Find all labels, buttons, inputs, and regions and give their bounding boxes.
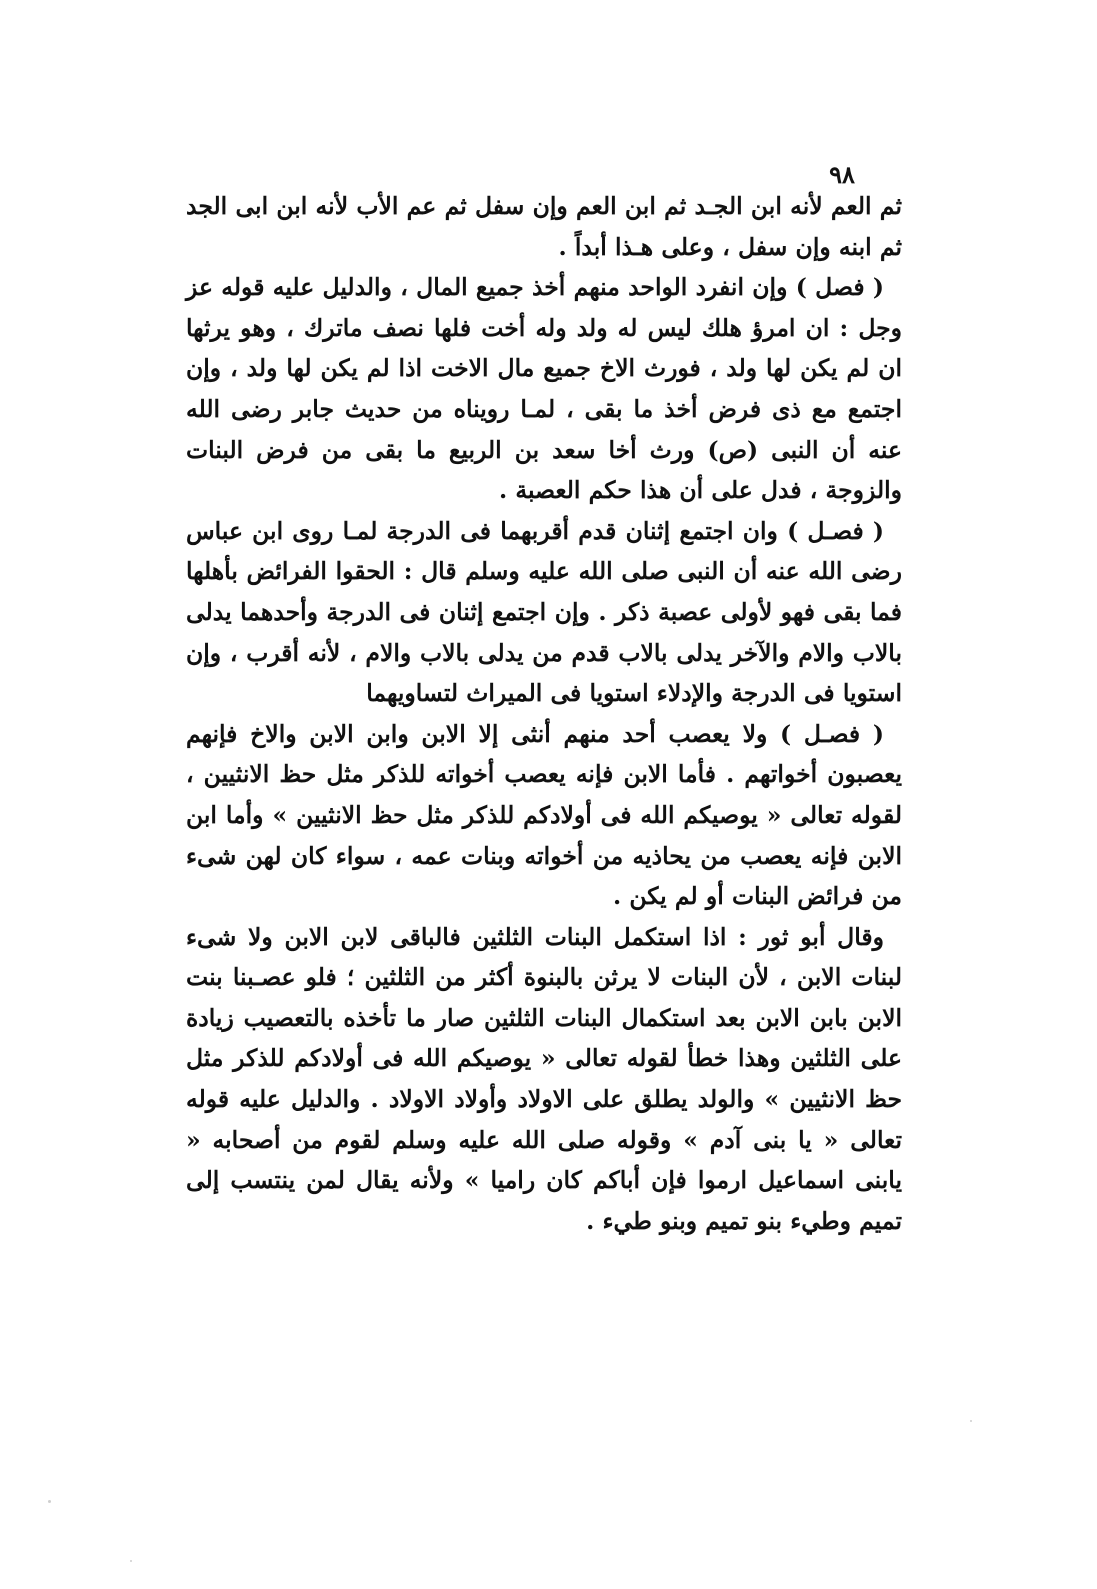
paragraph-intro [186,186,902,267]
paragraph-text: ولا يعصب أحد منهم أنثى إلا الابن وابن الابن والاخ فإنهم يعصبون أخواتهم . فأما الابن فإنه يعصب أخواته للذكر مثل حظ الانثيين ، لقوله تعالى « يوصيكم الله فى أولادكم للذكر مثل حظ الانثيين » وأما ابن الابن فإنه يعصب من يحاذيه من أخواته وبنات عمه ، سواء كان لهن شىء من فرائض البنات أو لم يكن . [186,719,902,911]
paragraph-section [186,714,902,917]
page-number: ٩٨ [829,160,855,189]
scan-speck [48,1500,51,1503]
paragraph-section [186,267,902,511]
paragraph-text: وقال أبو ثور : اذا استكمل البنات الثلثين فالباقى لابن الابن ولا شىء لبنات الابن ، لأن البنات لا يرثن بالبنوة أكثر من الثلثين ؛ فلو عصـبنا بنت الابن بابن الابن بعد استكمال البنات الثلثين صار ما تأخذه بالتعصيب زيادة على الثلثين وهذا خطأ لقوله تعالى « يوصيكم الله فى أولادكم للذكر مثل حظ الانثيين » والولد يطلق على الاولاد وأولاد الاولاد . والدليل عليه قوله تعالى « يا بنى آدم » وقوله صلى الله عليه وسلم لقوم من أصحابه « يابنى اسماعيل ارموا فإن أباكم كان راميا » ولأنه يقال لمن ينتسب إلى تميم وطيء بنو تميم وبنو طيء . [186,922,902,1235]
paragraph-text: ثم العم لأنه ابن الجـد ثم ابن العم وإن سفل ثم عم الأب لأنه ابن ابى الجد ثم ابنه وإن سفل ، وعلى هـذا أبداً . [186,192,902,261]
paragraph-text: وإن انفرد الواحد منهم أخذ جميع المال ، والدليل عليه قوله عز وجل : ان امرؤ هلك ليس له ولد وله أخت فلها نصف ماترك ، وهو يرثها ان لم يكن لها ولد ، فورث الاخ جميع مال الاخت اذا لم يكن لها ولد ، وإن اجتمع مع ذى فرض أخذ ما بقى ، لمـا رويناه من حديث جابر رضى الله عنه أن النبى (ص) ورث أخا سعد بن الربيع ما بقى من فرض البنات والزوجة ، فدل على أن هذا حكم العصبة . [186,273,902,505]
section-heading: ( فصـل ) [780,719,884,748]
paragraph-section [186,511,902,714]
section-heading: ( فصل ) [795,273,884,302]
paragraph-abu-thawr [186,917,902,1242]
paragraph-text: وان اجتمع إثنان قدم أقربهما فى الدرجة لمـا روى ابن عباس رضى الله عنه أن النبى صلى الله عليه وسلم قال : الحقوا الفرائض بأهلها فما بقى فهو لأولى عصبة ذكر . وإن اجتمع إثنان فى الدرجة وأحدهما يدلى بالاب والام والآخر يدلى بالاب قدم من يدلى بالاب والام ، لأنه أقرب ، وإن استويا فى الدرجة والإدلاء استويا فى الميراث لتساويهما [186,516,902,708]
body-text [186,186,902,1241]
section-heading: ( فصـل ) [787,516,884,545]
scan-speck [970,1420,972,1422]
scan-speck [130,1560,132,1562]
